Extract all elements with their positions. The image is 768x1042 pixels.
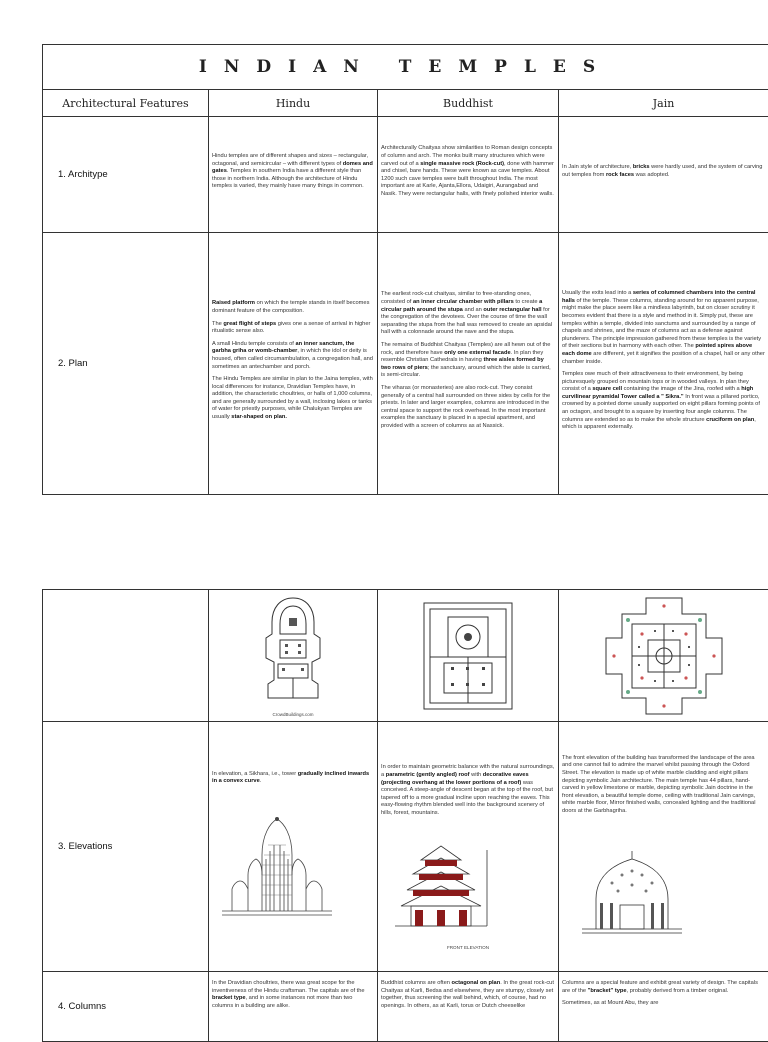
document-title: INDIAN TEMPLES [199,57,612,77]
hindu-architype-text: Hindu temples are of different shapes and sizes – rectangular, octagonal, and semicircular – with different types of domes and gates. Temples in southern India have a different style than those in northern India. Although the architecture of Hindu temples is varied, they mainly have many things in common. [209,117,378,233]
header-hindu: Hindu [209,90,378,117]
feature-elevations: 3. Elevations [43,722,209,972]
buddhist-columns-text: Buddhist columns are often octagonal on plan. In the great rock-cut Chaityas at Karli, Bedsa and elsewhere, they are stumpy, closely set together, thus screening the wall behind, which, of course, had no openings. In others, as at Karli, torus or Dutch cheeselike [378,972,559,1042]
buddhist-elevation-cell: In order to maintain geometric balance with the natural surroundings, a parametric (gently angled) roof with decorative eaves (projecting overhang at the lower portions of a roof) was conceived. A steep-angle of descent began at the top of the roof, but tapered off to a more gradual incline upon reaching the eaves. This easy-flowing rhythm blended well into the background scenery of hills, forest, mountains. FRONT ELEVATION [378,722,559,972]
header-jain: Jain [559,90,768,117]
temples-table-bottom [42,589,768,1042]
header-features: Architectural Features [43,90,209,117]
hindu-plan-image-cell [209,590,378,722]
table-row-columns [43,972,768,1042]
jain-elevation-cell: The front elevation of the building has transformed the landscape of the area and one cannot fail to admire the marvel whilst passing through the Oxford Street. The elevation is made up of white marble cladding and eight pillars depicting symbolic Jain architecture. The main temple has 44 pillars, hand-carved in yellow limestone or marble, depicting symbolic Jain doctrine in the front elevation, a beautiful temple dome, ceiling with traditional Jain carvings, white marble floor, Mirror finished walls, concealed lighting and the traditional doors at the Garbhagriha. [559,722,768,972]
hindu-temple-elevation-drawing [212,815,342,925]
header-buddhist: Buddhist [378,90,559,117]
hindu-plan-text: Raised platform on which the temple stands in itself becomes dominant feature of the composition. The great flight of steps gives one a sense of arrival in higher ritualistic sense also. A small Hindu temple consists of an inner sanctum, the garbha griha or womb-chamber, in which the idol or deity is housed, often called circumambulation, a congregation hall, and sometimes an antechamber and porch. The Hindu Temples are similar in plan to the Jaina temples, with local differences for instance, Dravidian Temples have, in addition, the characteristic choultries, or halls of 1,000 columns, and are generally surrounded by a wall, inclosing lakes or tanks of water for priestly purposes, while Chalukyan Temples are usually star-shaped on plan. [209,233,378,495]
jain-temple-elevation-drawing [562,849,702,939]
table-row-elevations [43,722,768,972]
feature-plan: 2. Plan [43,233,209,495]
table-row-architype [43,117,768,233]
hindu-elevation-cell: In elevation, a Sikhara, i.e., tower gradually inclined inwards in a convex curve. [209,722,378,972]
hindu-temple-plan-drawing [258,594,328,712]
jain-architype-text: In Jain style of architecture, bricks were hardly used, and the system of carving out temples from rock faces was adopted. [559,117,768,233]
feature-columns: 4. Columns [43,972,209,1042]
buddhist-elevation-caption: FRONT ELEVATION [381,944,555,952]
jain-temple-plan-drawing [602,594,726,718]
title-cell [43,45,768,90]
jain-plan-text: Usually the exits lead into a series of columned chambers into the central halls of the temple. These columns, standing around for no apparent purpose, might make the place seem like a mindless labyrinth, but on closer scrutiny it becomes evident that there is a style and method in it. Simply put, these are temples within a temple, divided into sanctums and surrounded by a range of chapels and shrines, and the maze of columns act as a defense against plunderers. The principle impression gathered from these temples is the variety of their sections but in harmony with each other. The pointed spires above each dome are different, yet it signifies the position of a chapel, hall or any other chamber inside. Temples owe much of their attractiveness to their environment, by being picturesquely grouped on mountain tops or in wooded valleys. In plan they consist of a square cell containing the image of the Jina, roofed with a high curvilinear pyramidal Tower called a " Sikra." In front was a pillared portico, crowned by a pointed dome usually supported on eight pillars forming points of an octagon, and brought to a square by inserting four angle columns. The columns are extended so as to make the whole structure cruciform on plan, which is apparent externally. [559,233,768,495]
feature-architype: 1. Architype [43,117,209,233]
jain-columns-text: Columns are a special feature and exhibit great variety of design. The capitals are of the "bracket" type, probably derived from a timber original. Sometimes, as at Mount Abu, they are [559,972,768,1042]
empty-feature-cell [43,590,209,722]
buddhist-plan-image-cell [378,590,559,722]
table-row-plan [43,233,768,495]
jain-plan-image-cell [559,590,768,722]
temples-table-top [42,44,768,495]
buddhist-temple-elevation-drawing [381,840,501,940]
buddhist-architype-text: Architecturally Chaityas show similarities to Roman design concepts of column and arch. The monks built many structures which were carved out of a single massive rock (Rock-cut), done with hammer and chisel, bare hands. These were known as cave temples. About 1200 such cave temples were built throughout India. The most important are at Karle, Ajanta,Ellora, Udaigiri, Aurangabad and Nasik. They were rectangular halls, with finely polished interior walls. [378,117,559,233]
buddhist-temple-plan-drawing [418,597,518,715]
hindu-columns-text: In the Dravidian choultries, there was great scope for the inventiveness of the Hindu craftsman. The capitals are of the bracket type, and in some instances not more than two columns in a building are alike. [209,972,378,1042]
table-row-plan-images [43,590,768,722]
hindu-plan-caption: CrowdBuildings.com [209,712,377,717]
buddhist-plan-text: The earliest rock-cut chaityas, similar to free-standing ones, consisted of an inner circular chamber with pillars to create a circular path around the stupa and an outer rectangular hall for the congregation of the devotees. Over the course of time the wall separating the stupa from the hall was removed to create an apsidal hall with a colonnade around the nave and the stupa. The remains of Buddhist Chaityas (Temples) are all hewn out of the rock, and therefore have only one external facade. In plan they resemble Christian Cathedrals in having three aisles formed by two rows of piers; the sanctuary, around which the aisle is carried, is semi-circular. The viharas (or monasteries) are also rock-cut. They consist generally of a central hall surrounded on three sides by cells for the priests. In later and larger examples, columns are introduced in the central space to support the rock overhead. In the most important examples the sanctuary is placed in a special apartment, and provided with a screen of columns as at Nassick. [378,233,559,495]
